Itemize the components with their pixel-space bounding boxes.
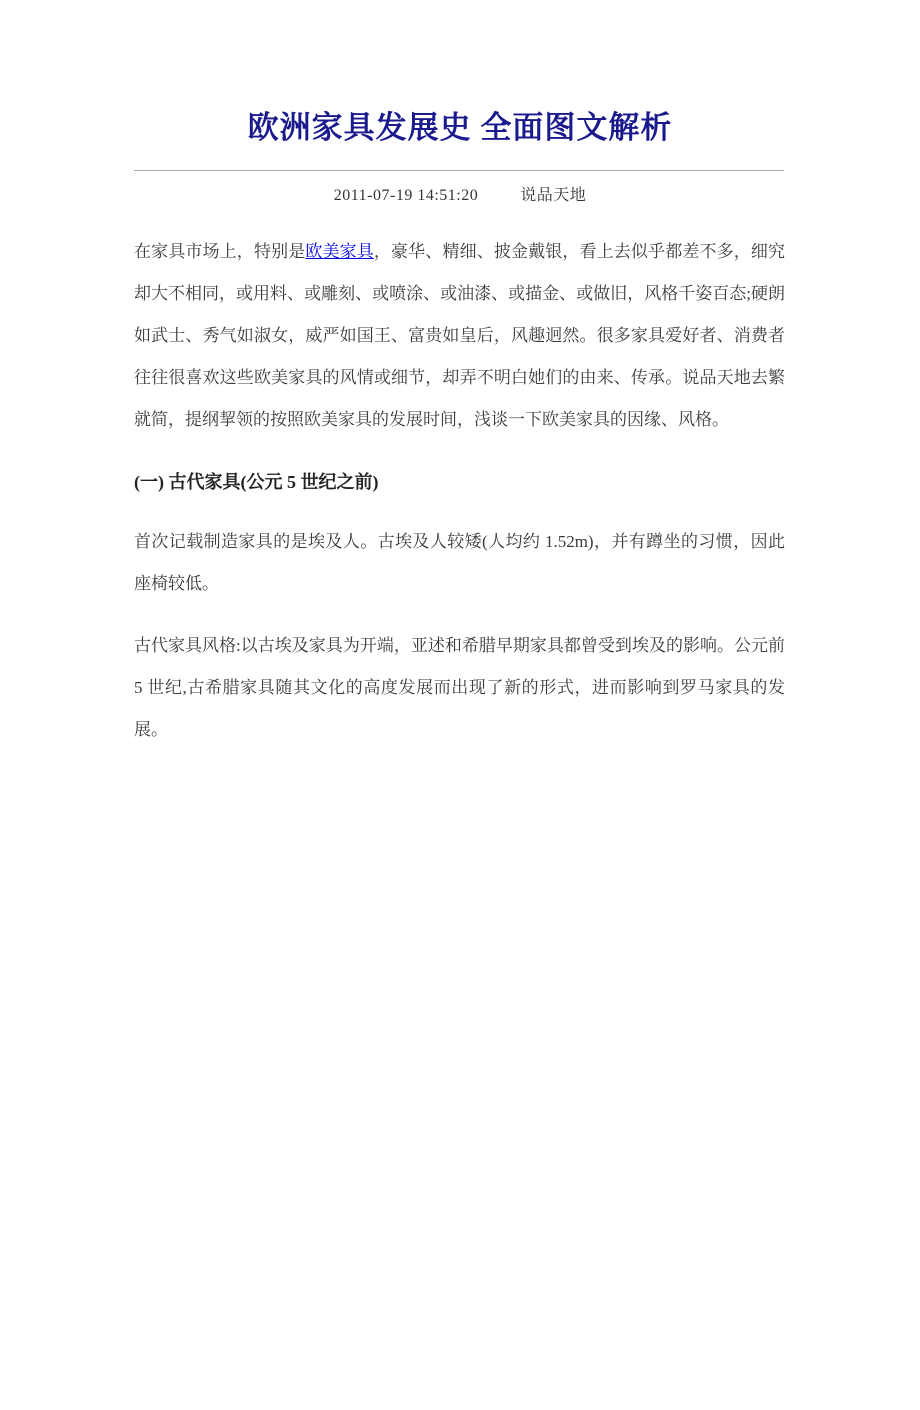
publish-timestamp: 2011-07-19 14:51:20 [333, 187, 479, 205]
paragraph-intro [134, 231, 785, 441]
page-title: 欧洲家具发展史 全面图文解析 [247, 110, 673, 145]
oumei-furniture-link[interactable]: 欧美家具 [305, 242, 374, 262]
intro-text-after-link: ，豪华、精细、披金戴银，看上去似乎都差不多，细究却大不相同，或用料、或雕刻、或喷涂、或油漆、或描金、或做旧，风格千姿百态;硬朗如武士、秀气如淑女，威严如国王、富贵如皇后，风趣迥然。很多家具爱好者、消费者往往很喜欢这些欧美家具的风情或细节，却弄不明白她们的由来、传承。说品天地去繁就简，提纲挈领的按照欧美家具的发展时间，浅谈一下欧美家具的因缘、风格。 [134, 242, 786, 430]
article-body [134, 231, 785, 751]
title-divider [134, 170, 784, 171]
meta-line [134, 182, 786, 205]
source-name: 说品天地 [520, 187, 587, 205]
paragraph-ancient-style: 古代家具风格:以古埃及家具为开端，亚述和希腊早期家具都曾受到埃及的影响。公元前 5 世纪,古希腊家具随其文化的高度发展而出现了新的形式，进而影响到罗马家具的发展。 [134, 636, 785, 740]
intro-text-before-link: 在家具市场上，特别是 [134, 242, 306, 262]
paragraph-egyptian-furniture: 首次记载制造家具的是埃及人。古埃及人较矮(人均约 1.52m)，并有蹲坐的习惯，因此座椅较低。 [134, 532, 785, 594]
section-heading-ancient-furniture: (一) 古代家具(公元 5 世纪之前) [134, 472, 379, 493]
document-page [0, 108, 920, 1410]
